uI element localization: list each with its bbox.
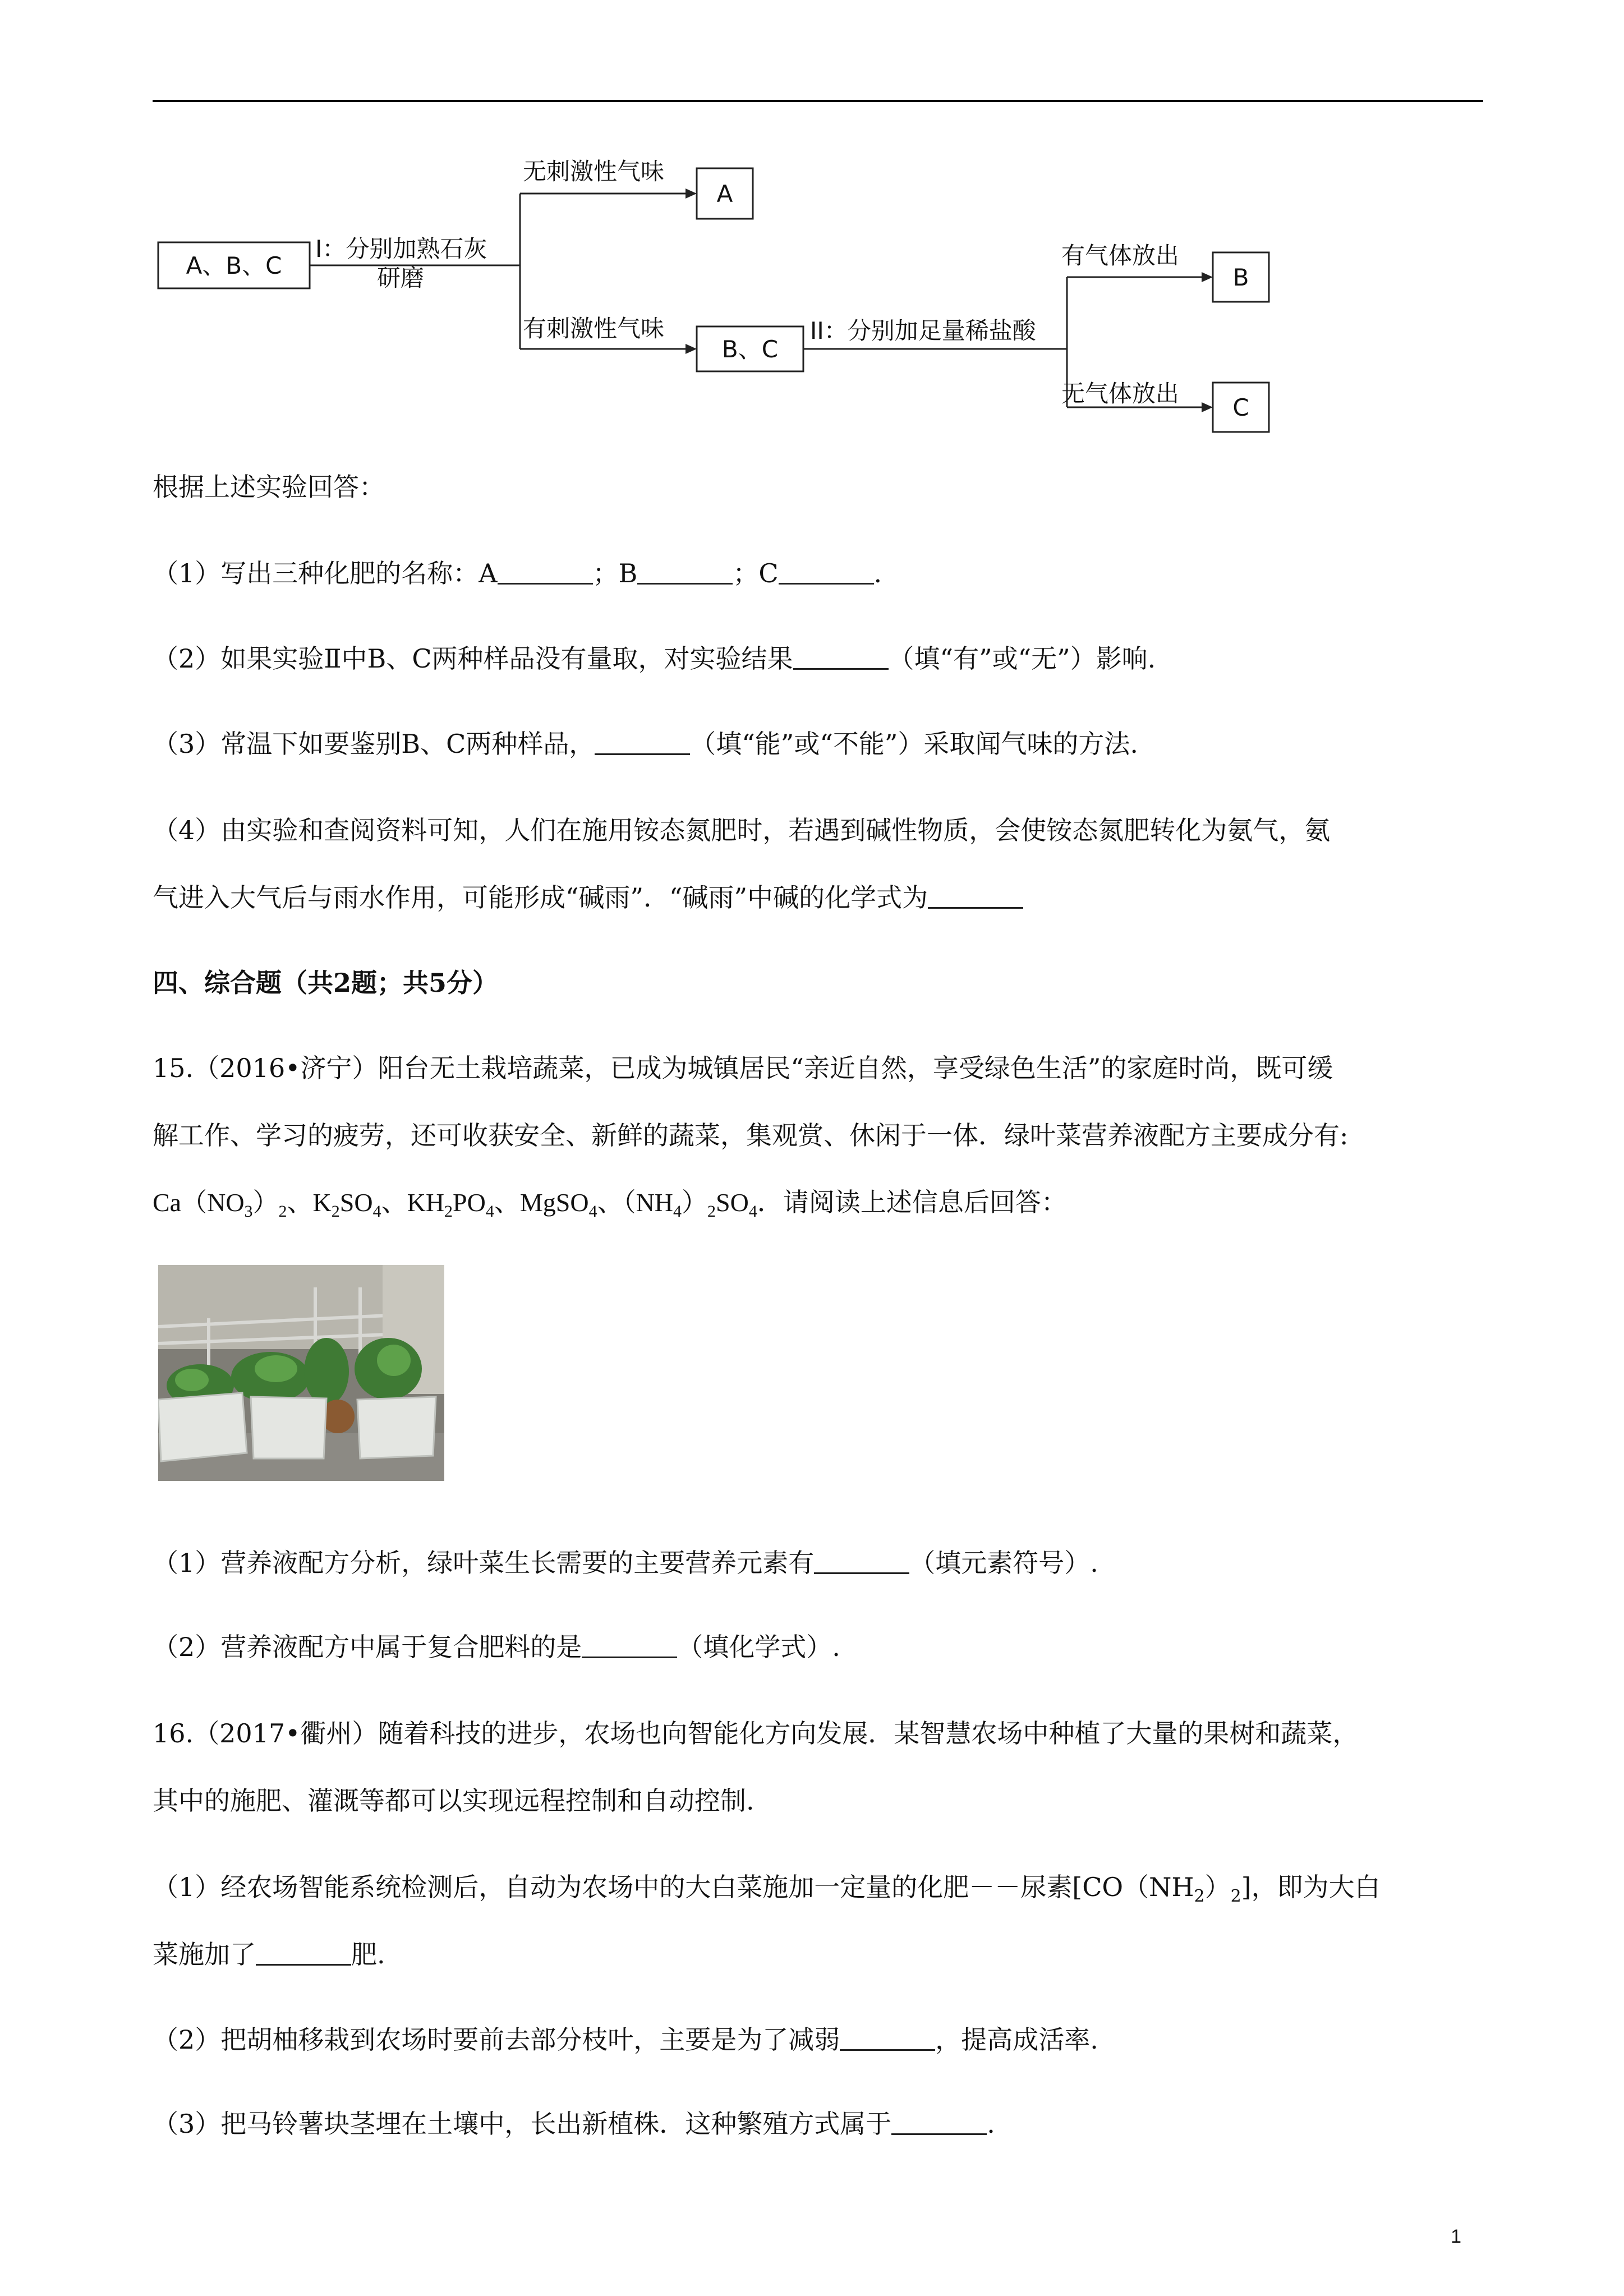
q14-part3: （3）常温下如要鉴别B、C两种样品， （填“能”或“不能”）采取闻气味的方法. [153,729,1138,759]
blank-compound-fertilizer[interactable] [582,1634,677,1658]
flow-step1-bottom: 研磨 [377,264,425,292]
q16-part2: （2）把胡柚移栽到农场时要前去部分枝叶，主要是为了减弱 ，提高成活率. [153,2024,1098,2055]
flow-branch-gas: 有气体放出 [1061,242,1180,269]
flow-box-a-label: A [716,180,733,208]
balcony-vegetables-photo [158,1265,444,1481]
q14-part2: （2）如果实验Ⅱ中B、C两种样品没有量取，对实验结果 （填“有”或“无”）影响. [153,643,1156,674]
flow-start-label: A、B、C [186,252,282,279]
blank-c[interactable] [779,560,874,585]
blank-a[interactable] [498,560,593,585]
blank-transpiration[interactable] [840,2027,935,2051]
q14-part1: （1）写出三种化肥的名称：A ；B ；C . [153,558,882,588]
q16-part1-line1: （1）经农场智能系统检测后，自动为农场中的大白菜施加一定量的化肥－－尿素$[CO(NH_2)_2]$，即为大白 [153,1872,1381,1906]
header-rule [153,100,1483,102]
flow-branch-no-smell: 无刺激性气味 [523,158,665,185]
flow-box-b-label: B [1232,264,1249,291]
q15-formula-line: $Ca(NO_3)_2$、$K_2SO_4$、$KH_2PO_4$、MgSO$_4$、$(NH_4)_2SO_4$．请阅读上述信息后回答： [153,1188,1067,1221]
flow-branch-no-gas: 无气体放出 [1061,380,1180,407]
q14-part4-line1: （4）由实验和查阅资料可知，人们在施用铵态氮肥时，若遇到碱性物质，会使铵态氮肥转化为氨气，氨 [153,815,1331,845]
blank-elements[interactable] [814,1550,909,1574]
experiment-flowchart [153,146,1275,460]
q16-part1-line2: 菜施加了 肥. [153,1939,385,1970]
blank-alkali-formula[interactable] [928,885,1023,909]
flow-box-c-label: C [1232,394,1249,421]
q15-part2: （2）营养液配方中属于复合肥料的是 （填化学式）. [153,1632,840,1662]
q15-line1: 15.（2016•济宁）阳台无土栽培蔬菜，已成为城镇居民“亲近自然，享受绿色生活”的家庭时尚，既可缓 [153,1053,1333,1083]
flow-step2: II：分别加足量稀盐酸 [810,317,1036,344]
q14-intro: 根据上述实验回答： [153,472,385,502]
q14-part4-line2: 气进入大气后与雨水作用，可能形成“碱雨”．“碱雨”中碱的化学式为 [153,881,1483,914]
section-heading: 四、综合题（共2题；共5分） [153,968,499,998]
flow-step1-top: I：分别加熟石灰 [315,235,487,263]
page-number: 1 [1451,2226,1461,2247]
q16-line1: 16.（2017•衢州）随着科技的进步，农场也向智能化方向发展．某智慧农场中种植了大量的果树和蔬菜， [153,1718,1359,1749]
blank-reproduction[interactable] [891,2111,987,2135]
flow-branch-smell: 有刺激性气味 [523,315,665,342]
q16-line2: 其中的施肥、灌溉等都可以实现远程控制和自动控制. [153,1786,755,1816]
q15-line2: 解工作、学习的疲劳，还可收获安全、新鲜的蔬菜，集观赏、休闲于一体．绿叶菜营养液配方主要成分有: [153,1120,1349,1151]
q16-part3: （3）把马铃薯块茎埋在土壤中，长出新植株．这种繁殖方式属于 . [153,2109,995,2139]
blank-fertilizer-type[interactable] [256,1941,351,1966]
blank-can[interactable] [595,731,690,755]
q15-part1: （1）营养液配方分析，绿叶菜生长需要的主要营养元素有 （填元素符号）. [153,1548,1098,1578]
blank-effect[interactable] [793,646,889,670]
flow-box-bc-label: B、C [721,335,779,363]
blank-b[interactable] [637,560,733,585]
